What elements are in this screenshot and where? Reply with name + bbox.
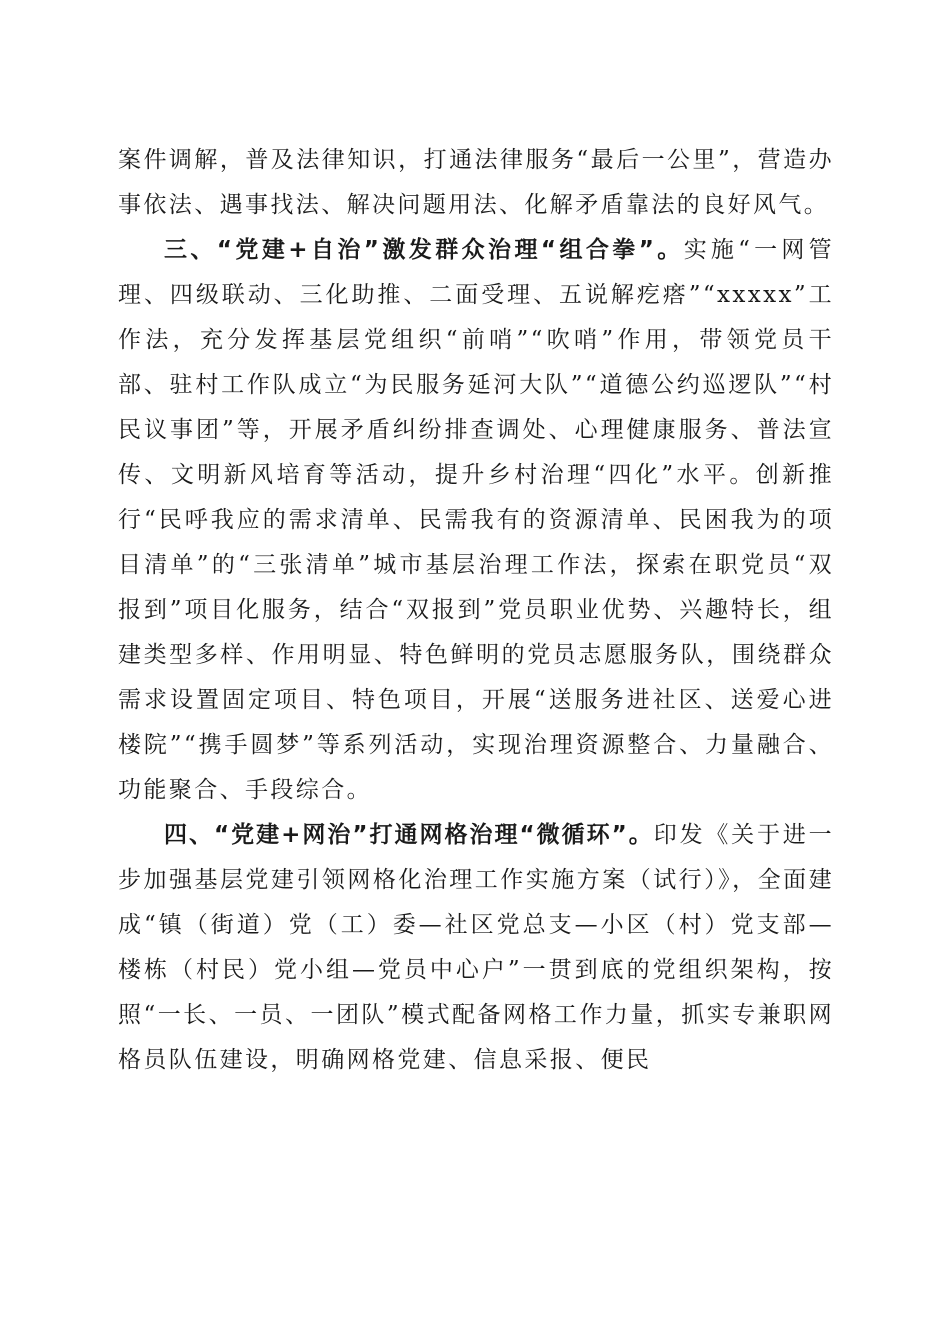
paragraph-text: 案件调解，普及法律知识，打通法律服务“最后一公里”，营造办事依法、遇事找法、解决问题用法、化解矛盾靠法的良好风气。 [118, 147, 834, 218]
section-heading: 三、“党建+自治”激发群众治理“组合拳”。 [164, 237, 684, 263]
paragraph-text: 实施“一网管理、四级联动、三化助推、二面受理、五说解疙瘩”“xxxxx”工作法，充分发挥基层党组织“前哨”“吹哨”作用，带领党员干部、驻村工作队成立“为民服务延河大队”“道德公约巡逻队”“村民议事团”等，开展矛盾纠纷排查调处、心理健康服务、普法宣传、文明新风培育等活动，提升乡村治理“四化”水平。创新推行“民呼我应的需求清单、民需我有的资源清单、民困我为的项目清单”的“三张清单”城市基层治理工作法，探索在职党员“双报到”项目化服务，结合“双报到”党员职业优势、兴趣特长，组建类型多样、作用明显、特色鲜明的党员志愿服务队，围绕群众需求设置固定项目、特色项目，开展“送服务进社区、送爱心进楼院”“携手圆梦”等系列活动，实现治理资源整合、力量融合、功能聚合、手段综合。 [118, 237, 834, 803]
paragraph-text: 印发《关于进一步加强基层党建引领网格化治理工作实施方案（试行）》，全面建成“镇（街道）党（工）委—社区党总支—小区（村）党支部—楼栋（村民）党小组—党员中心户”一贯到底的党组织架构，按照“一长、一员、一团队”模式配备网格工作力量，抓实专兼职网格员队伍建设，明确网格党建、信息采报、便民 [118, 822, 834, 1073]
paragraph-section-three [118, 228, 834, 813]
section-heading: 四、“党建+网治”打通网格治理“微循环”。 [164, 822, 654, 848]
body-text [118, 138, 834, 1083]
paragraph-continuation [118, 138, 834, 228]
paragraph-section-four [118, 813, 834, 1083]
